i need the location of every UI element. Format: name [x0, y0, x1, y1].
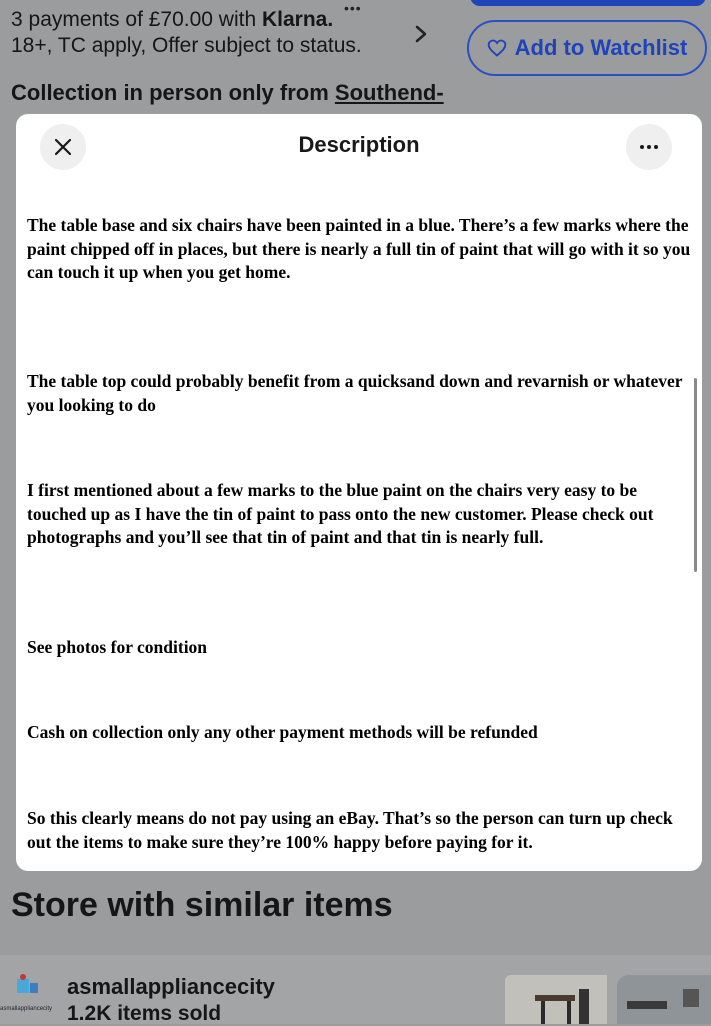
chevron-right-icon[interactable] — [410, 22, 432, 46]
collection-location-link[interactable]: Southend- — [334, 80, 444, 105]
collection-text: Collection in person only from — [11, 80, 329, 105]
store-logo — [0, 973, 58, 1019]
klarna-terms: 18+, TC apply, Offer subject to status. — [11, 34, 362, 57]
store-item-thumbnail[interactable] — [617, 975, 711, 1024]
description-paragraph: Cash on collection only any other payment methods will be refunded — [27, 722, 538, 742]
heart-icon — [487, 38, 507, 58]
klarna-text: 3 payments of £70.00 with — [11, 8, 257, 31]
collection-info — [11, 80, 444, 106]
store-heading: Store with similar items — [11, 886, 393, 924]
modal-title: Description — [298, 132, 420, 157]
more-options-button[interactable] — [626, 124, 672, 170]
add-to-watchlist-button[interactable] — [467, 20, 707, 76]
store-name[interactable]: asmallappliancecity — [67, 974, 275, 999]
more-dots-icon: ••• — [344, 0, 362, 16]
klarna-brand: Klarna. — [262, 8, 334, 31]
description-paragraph: See photos for condition — [27, 637, 208, 657]
description-paragraph: So this clearly means do not pay using an eBay. That’s so the person can turn up check out the items to make sure they’re 100% happy before paying for it. — [27, 808, 673, 852]
store-logo-caption: asmallappliancecity — [0, 1006, 53, 1012]
description-modal — [16, 114, 702, 871]
store-items-sold: 1.2K items sold — [67, 1002, 222, 1025]
store-item-thumbnail[interactable] — [505, 975, 607, 1024]
buy-button-edge[interactable] — [470, 0, 706, 6]
more-options-icon — [640, 145, 644, 149]
description-paragraph: The table top could probably benefit from a quicksand down and revarnish or whatever you looking to do — [27, 371, 683, 415]
watchlist-label: Add to Watchlist — [514, 35, 688, 60]
description-paragraph: The table base and six chairs have been painted in a blue. There’s a few marks where the paint chipped off in places, but there is nearly a full tin of paint that will go with it so you can touch it up when you get home. — [27, 215, 691, 282]
scrollbar[interactable] — [694, 378, 697, 572]
description-paragraph: I first mentioned about a few marks to the blue paint on the chairs very easy to be touched up as I have the tin of paint to pass onto the new customer. Please check out photographs and you’ll see that tin of paint and that tin is nearly full. — [27, 480, 654, 547]
klarna-offer — [11, 8, 333, 32]
